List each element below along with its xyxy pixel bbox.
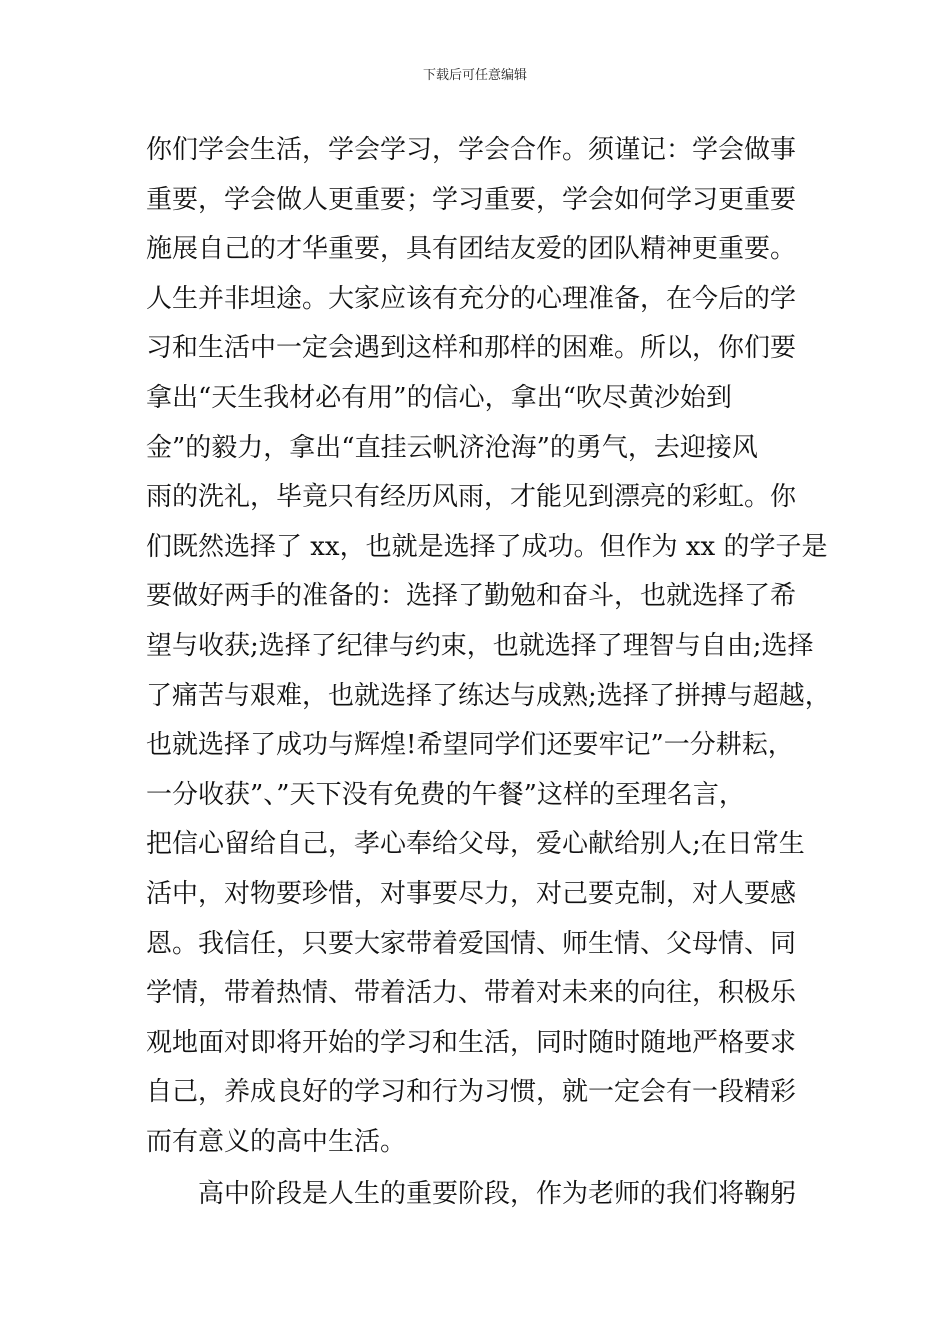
text-line: 重要，学会做人更重要；学习重要，学会如何学习更重要 — [146, 184, 797, 215]
text-line: 活中，对物要珍惜，对事要尽力，对己要克制，对人要感 — [146, 878, 797, 909]
text-line: 拿出“天生我材必有用”的信心，拿出“吹尽黄沙始到 — [146, 382, 732, 413]
text-line: 人生并非坦途。大家应该有充分的心理准备，在今后的学 — [146, 283, 797, 314]
text-line: 观地面对即将开始的学习和生活，同时随时随地严格要求 — [146, 1027, 797, 1058]
text-line: 要做好两手的准备的：选择了勤勉和奋斗，也就选择了希 — [146, 581, 797, 612]
text-line: 施展自己的才华重要，具有团结友爱的团队精神更重要。 — [146, 234, 797, 265]
text-line: 习和生活中一定会遇到这样和那样的困难。所以，你们要 — [146, 333, 797, 364]
text-line: 一分收获”、”天下没有免费的午餐”这样的至理名言， — [146, 779, 745, 810]
text-line: 你们学会生活，学会学习，学会合作。须谨记：学会做事 — [146, 135, 797, 165]
text-line: 金”的毅力，拿出“直挂云帆济沧海”的勇气，去迎接风 — [146, 432, 758, 463]
text-line: 了痛苦与艰难，也就选择了练达与成熟;选择了拼搏与超越， — [146, 680, 831, 711]
text-line: 们既然选择了 xx，也就是选择了成功。但作为 xx 的学子是 — [146, 531, 828, 562]
text-line: 自己，养成良好的学习和行为习惯，就一定会有一段精彩 — [146, 1077, 797, 1108]
paragraph-start-line: 高中阶段是人生的重要阶段，作为老师的我们将鞠躬 — [198, 1179, 797, 1210]
text-line: 雨的洗礼，毕竟只有经历风雨，才能见到漂亮的彩虹。你 — [146, 482, 797, 513]
text-line: 望与收获;选择了纪律与约束，也就选择了理智与自由;选择 — [146, 630, 814, 661]
body-text — [146, 126, 846, 1220]
page-header: 下载后可任意编辑 — [422, 68, 527, 83]
text-line: 也就选择了成功与辉煌!希望同学们还要牢记”一分耕耘， — [146, 730, 794, 761]
text-line: 把信心留给自己，孝心奉给父母，爱心献给别人;在日常生 — [146, 829, 805, 860]
text-line: 而有意义的高中生活。 — [146, 1126, 407, 1157]
text-line: 恩。我信任，只要大家带着爱国情、师生情、父母情、同 — [146, 928, 797, 959]
text-line: 学情，带着热情、带着活力、带着对未来的向往，积极乐 — [146, 978, 797, 1009]
